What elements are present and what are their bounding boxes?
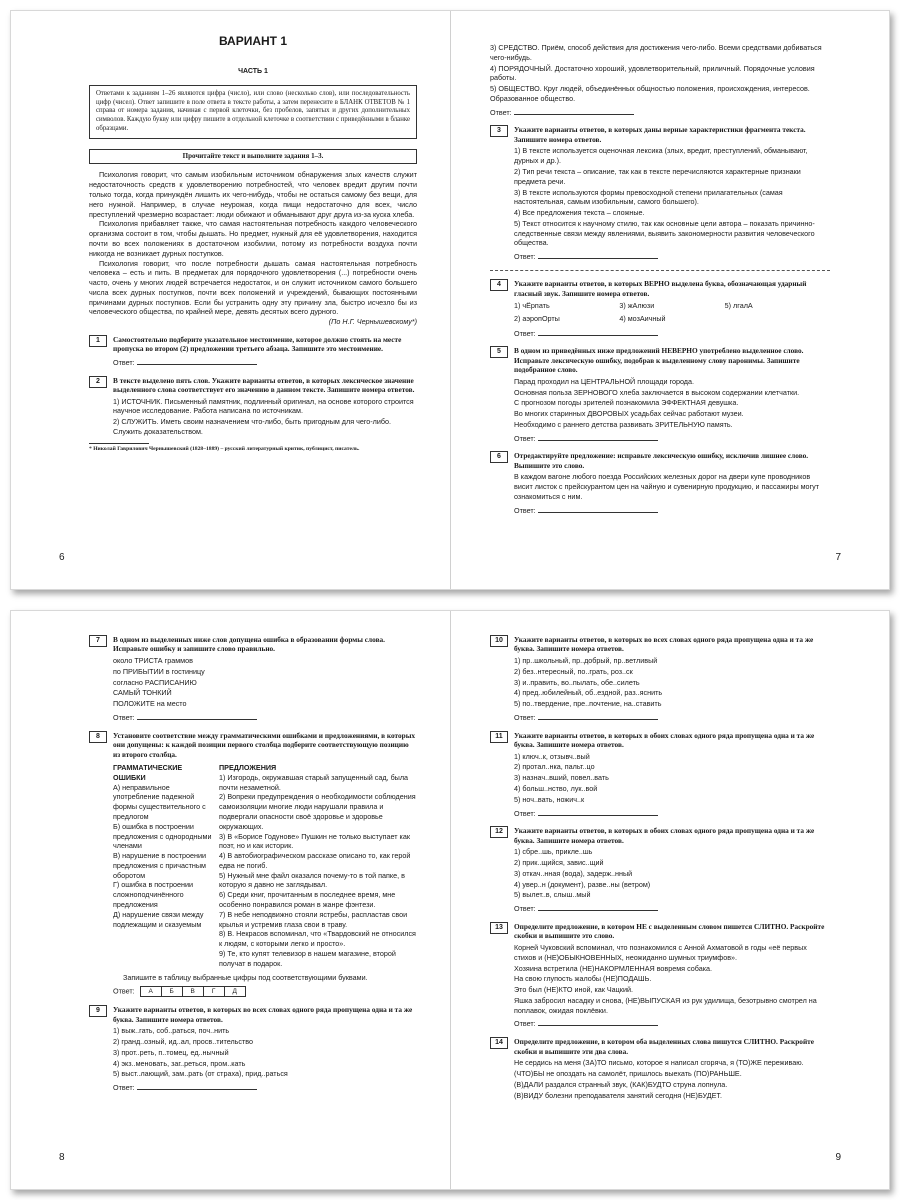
option: 9) Те, кто купят телевизор в нашем магазине, второй получат в подарок. (219, 948, 396, 968)
answer-field[interactable]: Ответ: (514, 1019, 830, 1029)
option: 1) пр..школьный, пр..добрый, пр..ветливый (514, 655, 658, 665)
answer-field[interactable]: Ответ: (514, 252, 830, 262)
option: 4) увер..н (документ), разве..ны (ветром) (514, 879, 651, 889)
option: Б) ошибка в построении предложения с однородными членами (113, 821, 212, 851)
option: Г) ошибка в построении сложноподчинённого предложения (113, 880, 194, 910)
errors-column (113, 763, 213, 968)
task-question: Определите предложение, в котором НЕ с выделенным словом пишется СЛИТНО. Раскройте скобки и выпишите это слово. (514, 921, 825, 941)
page-8 (11, 611, 450, 1189)
option: САМЫЙ ТОНКИЙ (113, 688, 172, 698)
task-options (514, 752, 830, 805)
task-question: Установите соответствие между грамматическими ошибками и предложениями, в которых они допущены: к каждой позиции первого столбца подберите соответствующую позицию из второго столбца. (113, 730, 416, 759)
task-question: Укажите варианты ответов, в которых во всех словах одного ряда пропущена одна и та же буква. Запишите номера ответов. (514, 635, 814, 654)
task-number: 12 (490, 826, 508, 838)
task-5 (490, 346, 830, 443)
option: 5) Текст относится к научному стилю, так как основные цели автора – показать причинно-следственные связи между явлениями, выявить закономерности развития человеческого общества. (514, 218, 815, 248)
option: Яшка забросил насадку и снова, (НЕ)ВЫПУСКАЯ из рук удилища, безотрывно смотрел на поплавок, ожидая поклёвки. (514, 995, 817, 1015)
option: согласно РАСПИСАНИЮ (113, 677, 197, 687)
answer-field[interactable]: Ответ: (514, 506, 830, 516)
part-title: ЧАСТЬ 1 (238, 68, 268, 76)
task-number: 11 (490, 731, 508, 743)
text-source: (По Н.Г. Чернышевскому*) (328, 317, 417, 327)
option: Во многих старинных ДВОРОВЫХ усадьбах сейчас работают музеи. (514, 409, 744, 419)
option: 3) откач..нная (вода), задерж..нный (514, 868, 633, 878)
grid-letter[interactable]: Б (161, 986, 183, 997)
option: (В)ДАЛИ раздался странный звук, (КАК)БУДТО струна лопнула. (514, 1079, 728, 1089)
task-number: 6 (490, 451, 508, 463)
task-2-continued (490, 43, 830, 104)
matching-columns (113, 763, 417, 968)
task-number: 8 (89, 731, 107, 743)
task-options (514, 1058, 830, 1100)
table-instruction: Запишите в таблицу выбранные цифры под соответствующими буквами. (123, 972, 368, 982)
task-13 (490, 922, 830, 1029)
option: 5) вылет..в, слыш..мый (514, 890, 591, 900)
option: 5) ОБЩЕСТВО. Круг людей, объединённых общностью положения, происхождения, интересов. Образованное общество. (490, 84, 810, 103)
option: 1) Изгородь, окружавшая старый запущенный сад, была почти незаметной. (219, 772, 409, 792)
option: 1) ключ..к, отзывч..вый (514, 751, 590, 761)
option: 1) выж..гать, соб..раться, поч..нить (113, 1026, 230, 1036)
task-2 (89, 376, 417, 437)
option: 3) и..править, во..пылать, обе..силеть (514, 677, 640, 687)
task-question: Укажите варианты ответов, в которых в обоих словах одного ряда пропущена одна и та же буква. Запишите номера ответов. (514, 730, 815, 750)
task-12 (490, 826, 830, 914)
task-number: 13 (490, 922, 508, 934)
option: 4) ПОРЯДОЧНЫЙ. Достаточно хороший, удовлетворительный, приличный. Порядочные условия работы. (490, 63, 815, 83)
answer-field[interactable]: Ответ: (514, 434, 830, 444)
option: 3) прот..реть, п..томец, ед..нычный (113, 1047, 229, 1057)
answer-field[interactable]: Ответ: (113, 1083, 417, 1093)
task-11 (490, 731, 830, 819)
option: 3) В «Борисе Годунове» Пушкин не только выступает как поэт, но и как историк. (219, 831, 410, 851)
page-9 (450, 611, 889, 1189)
task-question: Самостоятельно подберите указательное местоимение, которое должно стоять на месте пропуска во втором (2) предложении третьего абзаца. Запишите это местоимение. (113, 334, 402, 354)
option: С прогнозом погоды зрителей познакомила ЭФФЕКТНАЯ девушка. (514, 398, 739, 408)
task-number: 9 (89, 1005, 107, 1017)
task-options (514, 656, 830, 709)
option: 1) сбре..шь, прикле..шь (514, 847, 593, 857)
task-14 (490, 1037, 830, 1100)
task-options (113, 656, 417, 709)
option: Не сердись на меня (ЗА)ТО письмо, которое я написал сгоряча, я (ТО)ЖЕ переживаю. (514, 1058, 804, 1068)
option: 8) В. Некрасов вспоминал, что «Твардовский не относился к людям, с которыми легко и просто». (219, 929, 416, 949)
task-options (514, 146, 830, 248)
task-question: В одном из выделенных ниже слов допущена ошибка в образовании формы слова. Исправьте ошибку и запишите слово правильно. (113, 635, 385, 654)
option: ПОЛОЖИТЕ на место (113, 699, 187, 709)
text-paragraph: Психология прибавляет также, что самая настоятельная потребность каждого человеческого организма состоит в том, чтобы дышать. Но предмет, нужный для её удовлетворения, находится почти во всех положениях в достаточном изобилии, потому из потребности воздуха почти никогда не возникает дурных поступков. (89, 219, 417, 258)
book-spread-bottom (10, 610, 890, 1190)
page-number: 9 (835, 1152, 841, 1163)
task-9 (89, 1005, 417, 1093)
option: Основная польза ЗЕРНОВОГО хлеба заключается в высоком содержании клетчатки. (514, 387, 800, 397)
task-question: В тексте выделено пять слов. Укажите варианты ответов, в которых лексическое значение выделенного слова соответствует его значению в данном тексте. Запишите номера ответов. (113, 375, 415, 395)
task-options (514, 847, 830, 900)
option: 4) мозАичный (619, 313, 666, 323)
text-paragraph: Психология говорит, что самым изобильным источником обнаружения злых качеств служит недостаточность средств к удовлетворению потребностей, что человек вредит другим почти только тогда, когда принуждён лишить их чего-нибудь, чтобы не остаться самому без вещи, для него нужной. Например, в случае неурожая, когда пищи недостаточно для всех, число преступлений чрезмерно возрастает: люди обижают и обманывают друг друга из-за куска хлеба. (89, 170, 417, 219)
task-number: 3 (490, 125, 508, 137)
grid-letter[interactable]: В (182, 986, 204, 997)
option: 2) протал..нка, пальт..цо (514, 762, 595, 772)
option: 4) В автобиографическом рассказе описано то, как герой едва не погиб. (219, 851, 411, 870)
option: 3) назнач..вший, повел..вать (514, 773, 609, 783)
cut-line (490, 270, 830, 271)
page-7 (450, 11, 889, 589)
option: На свою глупость жалобы (НЕ)ПОДАШЬ. (514, 974, 652, 984)
task-1 (89, 335, 417, 368)
task-options (113, 397, 417, 437)
task-question: Укажите варианты ответов, в которых даны верные характеристики фрагмента текста. Запишите номера ответов. (514, 125, 806, 144)
option: А) неправильное употребление падежной формы существительного с предлогом (113, 782, 206, 822)
page-number: 8 (59, 1152, 65, 1163)
task-question: Отредактируйте предложение: исправьте лексическую ошибку, исключив лишнее слово. Выпишите это слово. (514, 451, 809, 470)
option: 2) Тип речи текста – описание, так как в тексте перечисляются характерные признаки предмета речи. (514, 167, 801, 186)
option: 3) В тексте используются формы превосходной степени прилагательных (самая настоятельная, самым изобильным, самого большего). (514, 187, 783, 207)
option: 1) чЁрпать (514, 301, 550, 310)
instructions-box: Ответами к заданиям 1–26 являются цифра (число), или слово (несколько слов), или последовательность цифр (чисел). Ответ запишите в поле ответа в тексте работы, а затем перенесите в БЛАНК ОТВЕТОВ № 1 справа от номера задания, начиная с первой клеточки, без пробелов, запятых и других дополнительных символов. Каждую букву или цифру пишите в отдельной клеточке в соответствии с приведёнными в бланке образцами. (89, 85, 417, 139)
option: 3) жАлюзи (619, 301, 655, 310)
task-question: Укажите варианты ответов, в которых во всех словах одного ряда пропущена одна и та же буква. Запишите номера ответов. (113, 1005, 413, 1024)
column-heading: ПРЕДЛОЖЕНИЯ (219, 763, 277, 773)
grid-letter[interactable]: А (140, 986, 162, 997)
option: 3) СРЕДСТВО. Приём, способ действия для достижения чего-либо. Всеми средствами добиваться чего-нибудь. (490, 43, 822, 62)
option: 5) выст..лающий, зам..рать (от страха), прид..раться (113, 1069, 288, 1079)
option: Необходимо с раннего детства развивать ЗРИТЕЛЬНУЮ память. (514, 419, 733, 429)
option: 5) по..твердение, пре..почтение, на..ставить (514, 699, 662, 709)
task-number: 1 (89, 335, 107, 347)
book-spread-top (10, 10, 890, 590)
option: 5) ноч..вать, ножич..к (514, 794, 585, 804)
answer-field[interactable]: Ответ: (514, 809, 830, 819)
option: 2) гранд..озный, ид..ал, просв..тительство (113, 1037, 254, 1047)
answer-table[interactable]: Ответ: А Б В Г Д (113, 986, 417, 997)
page-6 (11, 11, 450, 589)
page-number: 7 (835, 552, 841, 563)
task-3 (490, 125, 830, 262)
option: 4) пред..юбилейный, об..ездной, раз..яснить (514, 688, 663, 698)
task-7 (89, 635, 417, 723)
task-body: В каждом вагоне любого поезда Российских железных дорог на двери купе проводников висит листок с прейскурантом цен на чайную и сувенирную продукцию, и пассажиры могут ознакомиться с ним. (514, 472, 820, 502)
grid-letter[interactable]: Г (203, 986, 225, 997)
reading-text (89, 170, 417, 327)
answer-field[interactable]: Ответ: (490, 108, 830, 118)
option: (ЧТО)БЫ не опоздать на самолёт, пришлось выехать (ПО)РАНЬШЕ. (514, 1068, 742, 1078)
task-number: 4 (490, 279, 508, 291)
option: 1) В тексте используется оценочная лексика (злых, вредит, преступлений, обманывают, дурных и др.). (514, 146, 808, 166)
task-options (514, 300, 830, 325)
answer-field[interactable]: Ответ: (514, 329, 830, 339)
option: Корней Чуковский вспоминал, что познакомился с Анной Ахматовой в годы «её первых стихов и (НЕ)ОБЫКНОВЕННЫХ, неожиданно шумных триумфов». (514, 942, 807, 962)
option: по ПРИБЫТИИ в гостиницу (113, 666, 205, 676)
footnote: * Николай Гаврилович Чернышевский (1828–1889) – русский литературный критик, публицист, писатель. (89, 445, 360, 452)
text-paragraph: Психология говорит, что после потребности дышать самая настоятельная потребность человека – есть и пить. В предметах для порядочного удовлетворения (...) потребности очень часто, очень у многих людей встречается недостаток, и он служит источником самого большего числа всех дурных поступков, почти всех положений и учреждений, бывающих постоянными причинами дурных поступков. Если бы устранить одну эту причину зла, быстро исчезло бы из человеческого общества, по крайней мере, девять десятых всего дурного. (89, 258, 417, 317)
option: 2) прик..щийся, завис..щий (514, 858, 604, 868)
page-number: 6 (59, 552, 65, 563)
task-4 (490, 279, 830, 338)
task-number: 10 (490, 635, 508, 647)
option: В) нарушение в построении предложения с причастным оборотом (113, 851, 206, 880)
answer-field[interactable]: Ответ: (113, 358, 417, 368)
option: Д) нарушение связи между подлежащим и сказуемым (113, 909, 204, 929)
option: 6) Среди книг, прочитанным в последнее время, мне особенно понравился роман в жанре фэнтези. (219, 890, 396, 910)
task-6 (490, 451, 830, 515)
option: Парад проходил на ЦЕНТРАЛЬНОЙ площади города. (514, 376, 694, 386)
option: Это был (НЕ)КТО иной, как Чацкий. (514, 985, 633, 995)
answer-field[interactable]: Ответ: (514, 713, 830, 723)
task-options (514, 377, 830, 430)
option: 4) экз..меновать, заг..реться, пром..кать (113, 1058, 246, 1068)
option: 2) СЛУЖИТЬ. Иметь своим назначением что-либо, быть пригодным для чего-либо. Служить доказательством. (113, 417, 392, 437)
option: (В)ВИДУ болезни преподавателя занятий сегодня (НЕ)БУДЕТ. (514, 1090, 722, 1100)
task-options (113, 1026, 417, 1079)
column-heading: ГРАММАТИЧЕСКИЕ ОШИБКИ (113, 763, 183, 782)
task-options (514, 943, 830, 1015)
answer-field[interactable]: Ответ: (514, 904, 830, 914)
task-number: 5 (490, 346, 508, 358)
option: 2) Вопреки предупреждения о необходимости соблюдения самоизоляции многие люди нарушали правила и подвергали опасности своё здоровье и здоровье окружающих. (219, 792, 416, 831)
sentences-column (219, 763, 417, 968)
task-number: 7 (89, 635, 107, 647)
read-text-box: Прочитайте текст и выполните задания 1–3. (89, 149, 417, 165)
task-question: В одном из приведённых ниже предложений НЕВЕРНО употреблено выделенное слово. Исправьте лексическую ошибку, подобрав к выделенному слову паронимы. Запишите подобранное слово. (514, 346, 804, 375)
option: около ТРИСТА граммов (113, 655, 193, 665)
task-question: Укажите варианты ответов, в которых в обоих словах одного ряда пропущена одна и та же буква. Запишите номера ответов. (514, 826, 815, 845)
option: 7) В небе неподвижно стояли ястребы, распластав свои крылья и устремив глаза свои в траву. (219, 909, 408, 929)
answer-field[interactable]: Ответ: (113, 713, 417, 723)
option: 4) больш..нство, лук..вой (514, 783, 598, 793)
task-question: Укажите варианты ответов, в которых ВЕРНО выделена буква, обозначающая ударный гласный звук. Запишите номера ответов. (514, 279, 807, 298)
variant-title: ВАРИАНТ 1 (218, 34, 288, 48)
grid-letter[interactable]: Д (224, 986, 246, 997)
option: 2) аэропОрты (514, 313, 560, 323)
option: 1) ИСТОЧНИК. Письменный памятник, подлинный оригинал, на основе которого строится научное исследование. Работа написана по источникам. (113, 396, 414, 416)
task-number: 2 (89, 376, 107, 388)
task-number: 14 (490, 1037, 508, 1049)
task-question: Определите предложение, в котором оба выделенных слова пишутся СЛИТНО. Раскройте скобки и выпишите эти два слова. (514, 1037, 814, 1056)
option: 5) Нужный мне файл оказался почему-то в той папке, в которую я давно не заглядывал. (219, 870, 405, 890)
option: 5) лгалА (724, 301, 753, 310)
option: 4) Все предложения текста – сложные. (514, 208, 645, 218)
task-10 (490, 635, 830, 723)
option: Хозяина встретила (НЕ)НАКОРМЛЕННАЯ вовремя собака. (514, 963, 712, 973)
option: 2) без..нтересный, по..грать, роз..ск (514, 666, 633, 676)
task-8 (89, 731, 417, 998)
